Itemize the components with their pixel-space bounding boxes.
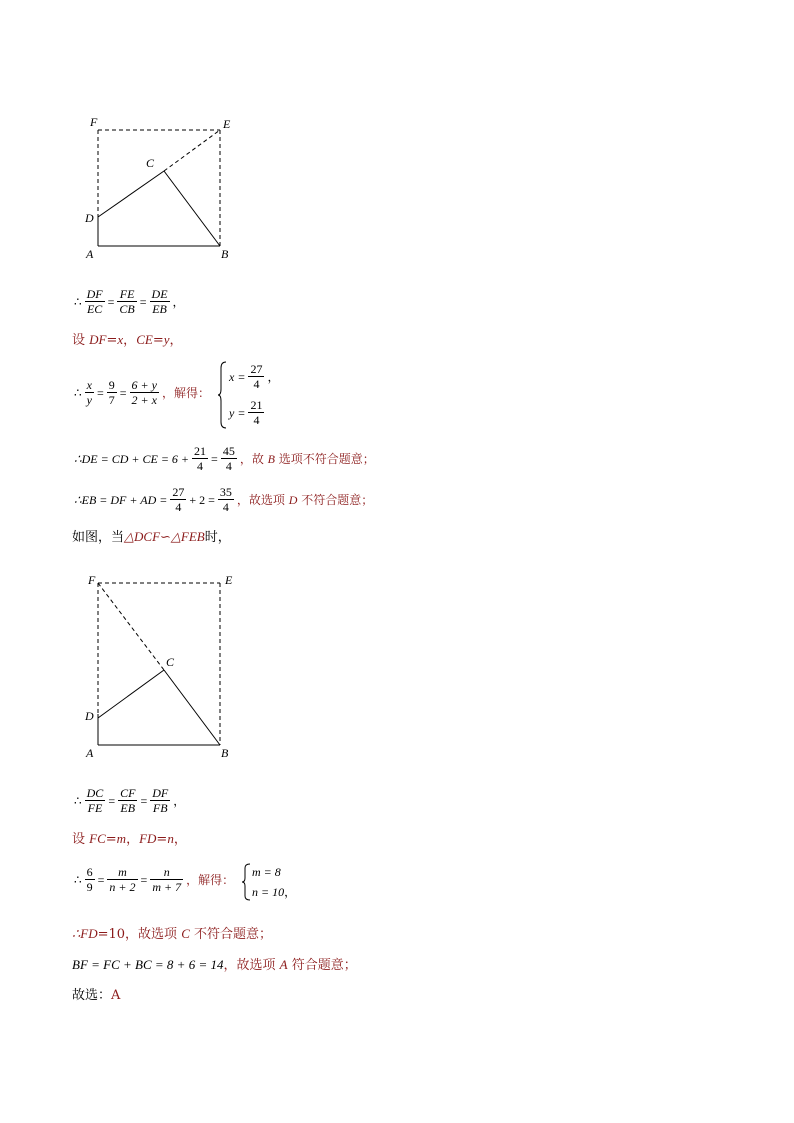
fraction: $\frac{DF}{EC}$ xyxy=(86,287,103,316)
label-A: A xyxy=(86,247,94,261)
answer-value: A xyxy=(111,988,121,1003)
therefore-symbol: ∴ xyxy=(74,294,82,309)
brace xyxy=(242,862,252,902)
case-line: 如图，当△DCF∽△FEB时， xyxy=(72,529,231,545)
label-F: F xyxy=(90,115,98,129)
let-line-1: 设 DF=x，CE=y， xyxy=(72,332,183,348)
let-line-2: 设 FC=m，FD=n， xyxy=(72,831,187,847)
label-B: B xyxy=(221,247,229,261)
bf-line: BF = FC + BC = 8 + 6 = 14，故选项 A 符合题意； xyxy=(72,957,357,973)
de-line: ∴DE = CD + CE = 6 + $\frac{21}{4}$ = $\frac{45}{4}$ ，故 B 选项不符合题意； xyxy=(74,444,375,473)
fraction: $\frac{DE}{EB}$ xyxy=(151,287,168,316)
label-D: D xyxy=(85,211,94,225)
label-B: B xyxy=(221,746,229,760)
ratio-line-2: ∴ $\frac{DC}{FE}$ = $\frac{CF}{EB}$ = $\frac{DF}{FB}$ ， xyxy=(74,786,186,815)
fd-line: ∴FD=10，故选项 C 不符合题意； xyxy=(72,926,272,942)
eb-line: ∴EB = DF + AD = $\frac{27}{4}$ + 2 = $\frac{35}{4}$ ，故选项 D 不符合题意； xyxy=(74,485,374,514)
label-C: C xyxy=(146,156,155,170)
ratio-line-1: ∴ $\frac{DF}{EC}$ = $\frac{FE}{CB}$ = $\frac{DE}{EB}$ ， xyxy=(74,287,185,316)
label-F: F xyxy=(88,573,96,587)
answer-line: 故选：A xyxy=(72,988,121,1003)
figure-2-rectangle-diagram xyxy=(80,566,250,762)
page: F E C D A B ∴ $\frac{DF}{EC}$ = $\frac{FE}{CB}$ = $\frac{DE}{EB}$ ， 设 DF=x，CE=y， ∴ $\frac{x}{y}$ = $\frac{9}{7}$ = $\frac{6 + y}{2 + x}$ ，解得： x = $\frac{27}{4}$ ， y = $\frac{21}{4}$ ∴DE = CD + CE = 6 + $\frac{21}{4}$ = $\frac{45}{4}$ ，故 B 选项不符合题意； ∴EB = DF + AD = $\frac{27}{4}$ + 2 = $\frac{35}{4}$ ，故选项 D 不符合题意； 如图，当△DCF∽△FEB时， F E C D A B ∴ $\frac{DC}{FE}$ = $\frac{CF}{EB}$ = $\frac{DF}{FB}$ ， 设 FC=m，FD=n， ∴ $\frac{6}{9}$ = $\frac{m}{n + 2}$ = $\frac{n}{m + 7}$ ，解得： m = 8 n = 10， ∴FD=10，故选项 C 不符合题意； BF = FC + BC = 8 + 6 = 14，故选项 A 符合题意； 故选：A xyxy=(0,0,794,1123)
figure-1-rectangle-diagram xyxy=(80,112,250,262)
label-E: E xyxy=(223,117,231,131)
label-C: C xyxy=(166,655,175,669)
label-E: E xyxy=(225,573,233,587)
label-A: A xyxy=(86,746,94,760)
label-D: D xyxy=(85,709,94,723)
fraction: $\frac{FE}{CB}$ xyxy=(119,287,135,316)
